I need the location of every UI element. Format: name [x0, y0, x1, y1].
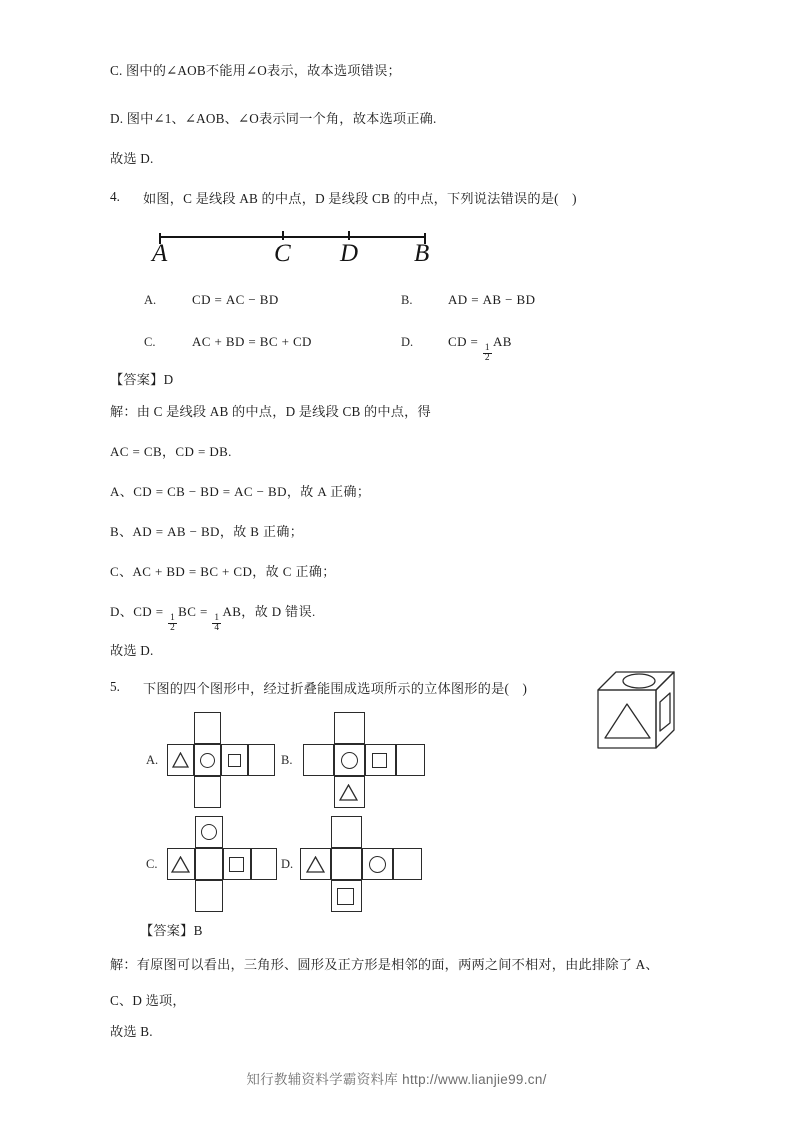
cube-svg: [590, 660, 690, 770]
segment-label-B: B: [414, 240, 430, 267]
question5-conclusion: 故选 B.: [110, 1024, 153, 1039]
question4-option-c-text: AC + BD = BC + CD: [192, 334, 312, 349]
question4-solution-line-2: AC = CB，CD = DB.: [110, 444, 232, 459]
question4-solution-line-1: 解：由 C 是线段 AB 的中点，D 是线段 CB 的中点，得: [110, 404, 431, 419]
question5-stem: 下图的四个图形中，经过折叠能围成选项所示的立体图形的是( ): [143, 681, 528, 696]
net-option-c: [167, 816, 277, 912]
triangle-icon: [339, 784, 358, 806]
net-cell-b-1: [303, 744, 334, 776]
segment-tick-D: [348, 231, 350, 240]
question4-stem: 如图，C 是线段 AB 的中点，D 是线段 CB 的中点，下列说法错误的是( ): [143, 191, 577, 206]
question5-option-c-label: C.: [146, 857, 158, 871]
question5-option-d-label: D.: [281, 857, 294, 871]
circle-icon: [200, 753, 215, 768]
question5-answer-prefix: 【答案】: [140, 923, 194, 938]
segment-label-D: D: [340, 240, 359, 267]
net-cell-b-4: [396, 744, 425, 776]
net-cell-a-top: [194, 712, 221, 744]
question4-option-d-text: CD = $\frac{1}{2}$ AB: [448, 334, 512, 364]
footer-watermark: 知行教辅资料学霸资料库 http://www.lianjie99.cn/: [246, 1072, 547, 1087]
prev-question-option-c: C. 图中的∠AOB不能用∠O表示，故本选项错误；: [110, 63, 401, 78]
net-cell-d-top: [331, 816, 362, 848]
circle-icon: [341, 752, 358, 769]
question5-answer: [140, 921, 203, 941]
question4-option-a-text: CD = AC − BD: [192, 292, 279, 307]
line-segment-figure: [150, 228, 440, 276]
net-option-d: [300, 816, 422, 912]
net-cell-b-top: [334, 712, 365, 744]
question4-option-b-label: B.: [401, 293, 413, 307]
net-cell-d-2: [331, 848, 362, 880]
question4-conclusion: 故选 D.: [110, 643, 154, 658]
square-icon: [229, 857, 244, 872]
question5-number: 5.: [110, 679, 120, 694]
net-option-a: [167, 712, 275, 808]
question4-answer: [110, 370, 173, 390]
question4-option-c-label: C.: [144, 335, 156, 349]
square-icon: [337, 888, 354, 905]
cube-solid-figure: [590, 660, 690, 770]
segment-label-C: C: [274, 240, 291, 267]
question4-number: 4.: [110, 189, 120, 204]
question4-solution-line-6: D、CD = $\frac{1}{2}$ BC = $\frac{1}{4}$ AB，故 D 错误.: [110, 604, 316, 634]
net-option-b: [303, 712, 425, 808]
net-cell-c-4: [251, 848, 277, 880]
question4-solution-line-3: A、CD = CB − BD = AC − BD，故 A 正确；: [110, 484, 371, 499]
net-cell-a-bottom: [194, 776, 221, 808]
net-cell-c-bottom: [195, 880, 223, 912]
question4-solution-line-5: C、AC + BD = BC + CD，故 C 正确；: [110, 564, 336, 579]
triangle-icon: [171, 856, 190, 878]
prev-question-option-d: D. 图中∠1、∠AOB、∠O表示同一个角，故本选项正确.: [110, 111, 437, 126]
question5-option-b-label: B.: [281, 753, 293, 767]
net-cell-d-4: [393, 848, 422, 880]
segment-tick-C: [282, 231, 284, 240]
question5-solution-line-1: 解：有原图可以看出，三角形、圆形及正方形是相邻的面，两两之间不相对，由此排除了 A、: [110, 957, 659, 972]
net-cell-c-2: [195, 848, 223, 880]
circle-icon: [201, 824, 217, 840]
prev-question-conclusion: 故选 D.: [110, 151, 154, 166]
question5-answer-value: B: [193, 923, 203, 938]
question5-option-a-label: A.: [146, 753, 159, 767]
square-icon: [372, 753, 387, 768]
triangle-icon: [306, 856, 325, 878]
segment-line-AB: [159, 236, 426, 238]
question4-answer-value: D: [163, 372, 174, 387]
segment-label-A: A: [152, 240, 168, 267]
net-cell-a-4: [248, 744, 275, 776]
square-icon: [228, 754, 241, 767]
question5-solution-line-2: C、D 选项，: [110, 993, 186, 1008]
question4-solution-line-4: B、AD = AB − BD，故 B 正确；: [110, 524, 304, 539]
triangle-icon: [172, 752, 189, 773]
question4-option-d-label: D.: [401, 335, 414, 349]
circle-icon: [369, 856, 386, 873]
question4-option-a-label: A.: [144, 293, 157, 307]
question4-option-b-text: AD = AB − BD: [448, 292, 536, 307]
question4-answer-prefix: 【答案】: [110, 372, 164, 387]
